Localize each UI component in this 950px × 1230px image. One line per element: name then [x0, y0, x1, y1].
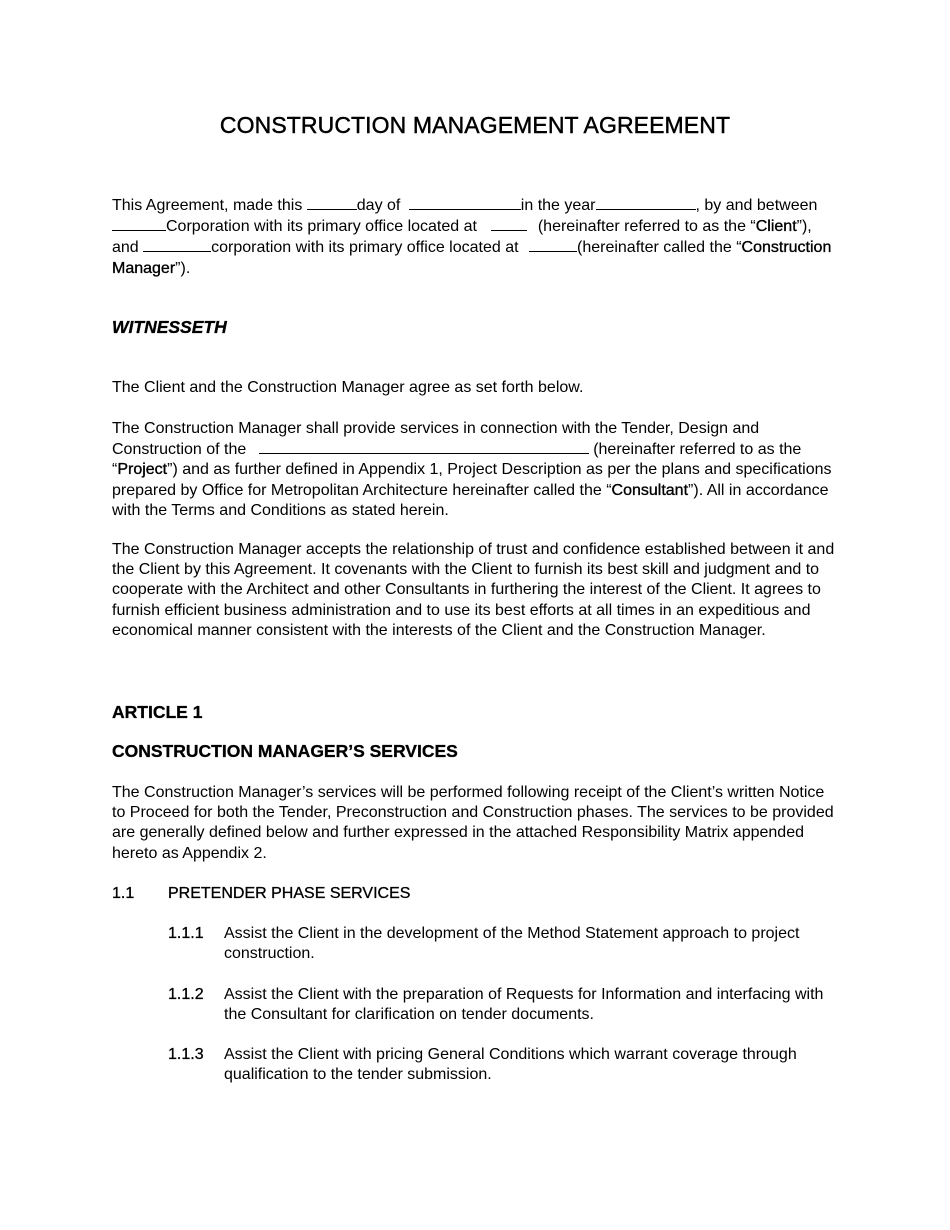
- construction-manager-term: Construction Manager: [112, 239, 832, 277]
- subsection-number: 1.1.1: [168, 925, 204, 942]
- intro-text: , by and between: [695, 197, 818, 214]
- witnesseth-heading: WITNESSETH: [112, 317, 227, 337]
- subsection-number: 1.1.3: [168, 1046, 204, 1063]
- month-blank[interactable]: [409, 195, 521, 210]
- project-blank[interactable]: [259, 439, 589, 454]
- services-paragraph: [112, 419, 842, 521]
- services-text: ”) and as further defined in Appendix 1, Project Description as per the plans and specifications prepared by Office for Metropolitan Architecture hereinafter called the “: [112, 461, 832, 499]
- intro-text: (hereinafter called the “: [576, 239, 742, 257]
- services-text: ”). All in accordance with the Terms and Conditions as stated herein.: [112, 481, 829, 519]
- section-number: 1.1: [112, 885, 135, 902]
- notice-paragraph: The Construction Manager’s services will be performed following receipt of the Client’s written Notice to Proceed for both the Tender, Preconstruction and Construction phases. The services to be provided are generally defined below and further expressed in the attached Responsibility Matrix appended hereto as Appendix 2.: [112, 784, 834, 862]
- client-office-blank[interactable]: [491, 216, 527, 231]
- client-term: Client: [755, 218, 797, 236]
- subsection-text: Assist the Client with the preparation of Requests for Information and interfacing with the Consultant for clarification on tender documents.: [224, 986, 824, 1024]
- intro-text: corporation with its primary office located at: [211, 239, 523, 257]
- intro-text: Corporation with its primary office located at: [166, 218, 482, 236]
- day-blank[interactable]: [307, 195, 357, 210]
- client-corporation-blank[interactable]: [112, 216, 166, 231]
- subsection-text: Assist the Client with pricing General Conditions which warrant coverage through qualification to the tender submission.: [224, 1046, 797, 1084]
- cm-office-blank[interactable]: [529, 237, 577, 252]
- section-label: PRETENDER PHASE SERVICES: [168, 885, 411, 902]
- intro-text: in the year: [520, 197, 596, 214]
- subsection-text: Assist the Client in the development of the Method Statement approach to project construction.: [224, 925, 800, 963]
- intro-text: This Agreement, made this: [112, 197, 307, 214]
- article-heading: ARTICLE 1: [112, 702, 203, 722]
- services-text: The Construction Manager shall provide services in connection with the Tender, Design and Construction of the: [112, 420, 760, 459]
- project-term: Project: [117, 461, 168, 479]
- agreement-paragraph: The Client and the Construction Manager agree as set forth below.: [112, 379, 584, 396]
- subsection-number: 1.1.2: [168, 986, 204, 1003]
- services-heading: CONSTRUCTION MANAGER’S SERVICES: [112, 741, 458, 761]
- intro-text: (hereinafter referred to as the “: [533, 218, 756, 236]
- consultant-term: Consultant: [611, 481, 689, 499]
- intro-text: day of: [356, 197, 405, 214]
- document-title: CONSTRUCTION MANAGEMENT AGREEMENT: [219, 112, 731, 138]
- intro-text: ”).: [175, 259, 191, 277]
- cm-corporation-blank[interactable]: [143, 237, 211, 252]
- year-blank[interactable]: [596, 195, 696, 210]
- trust-paragraph: The Construction Manager accepts the relationship of trust and confidence established between it and the Client by this Agreement. It covenants with the Client to furnish its best skill and judgment and to cooperate with the Architect and other Consultants in furthering the interest of the Client. It agrees to furnish efficient business administration and to use its best efforts at all times in an expeditious and economical manner consistent with the interests of the Client and the Construction Manager.: [112, 541, 835, 639]
- intro-paragraph: [112, 195, 842, 279]
- intro-text: ”), and: [112, 218, 812, 257]
- services-text: (hereinafter referred to as the “: [112, 441, 802, 479]
